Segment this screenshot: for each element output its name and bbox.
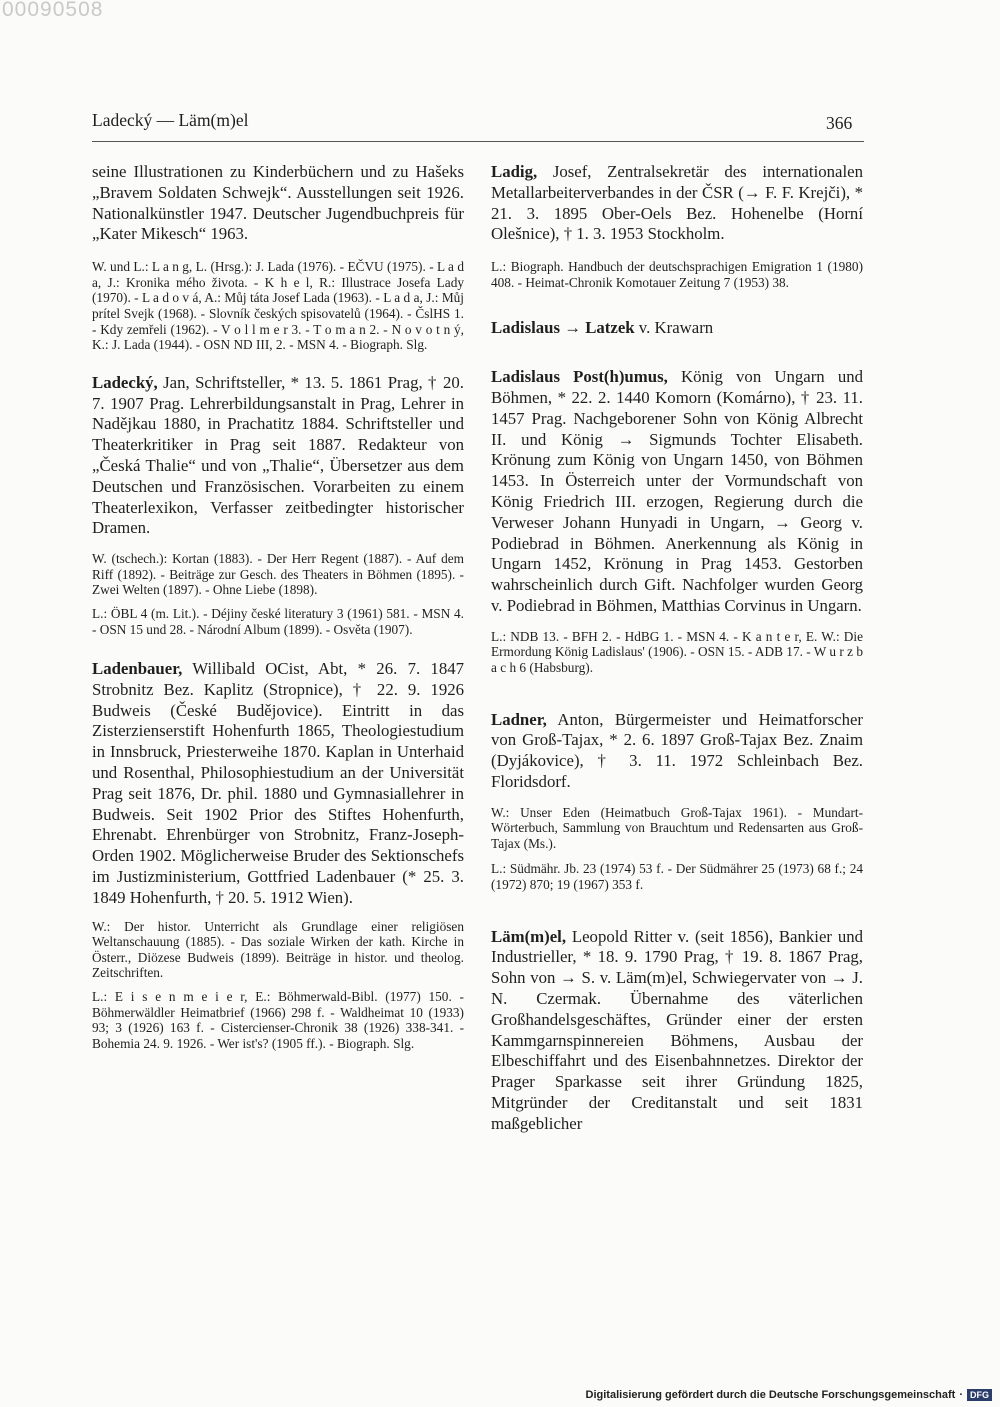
entry-ladecky <box>92 373 464 539</box>
archive-stamp: 00090508 <box>2 0 104 21</box>
digitization-footer <box>586 1389 992 1401</box>
page-number: 366 <box>826 113 853 133</box>
entry-body: Leopold Ritter v. (seit 1856), Bankier und Industrieller, * 18. 9. 1790 Prag, † 19. 8. 1867 Prag, Sohn von → S. v. Läm(m)el, Schwiegervater von → J. N. Czermak. Übernahme des väterlichen Großhandelsgeschäftes, Gründer einer der ersten Kammgarnspinnereien Böhmens, Ausbau der Elbeschiffahrt und des Eisenbahnnetzes. Direktor der Prager Sparkasse seit ihrer Gründung 1825, Mitgründer der Creditanstalt und seit 1831 maßgeblicher <box>491 926 863 1133</box>
entry-body: König von Ungarn und Böhmen, * 22. 2. 1440 Komorn (Komárno), † 23. 11. 1457 Prag. Nachgeborener Sohn von König Albrecht II. und König → Sigmunds Tochter Elisabeth. Krönung zum König von Ungarn 1450, von Böhmen 1453. In Österreich unter der Vormundschaft von König Friedrich III. erzogen, Regierung durch die Verweser Johann Hunyadi in Ungarn, → Georg v. Podiebrad in Böhmen. Anerkennung als König in Ungarn 1452, Krönung in Prag 1453. Gestorben wahrscheinlich durch Gift. Nachfolger wurden Georg v. Podiebrad in Böhmen, Matthias Corvinus in Ungarn. <box>491 367 863 615</box>
paragraph: seine Illustrationen zu Kinderbüchern und zu Hašeks „Bravem Soldaten Schwejk“. Ausstellungen seit 1926. Nationalkünstler 1947. Deutscher Jugendbuchpreis für „Kater Mikesch“ 1963. <box>92 162 464 244</box>
reference-block: L.: NDB 13. - BFH 2. - HdBG 1. - MSN 4. - K a n t e r, E. W.: Die Ermordung König Ladislaus' (1906). - OSN 15. - ADB 17. - W u r z b a c h 6 (Habsburg). <box>491 628 863 675</box>
entry-head: Läm(m)el, <box>491 926 567 946</box>
entry-body: Willibald OCist, Abt, * 26. 7. 1847 Strobnitz Bez. Kaplitz (Stropnice), † 22. 9. 1926 Budweis (České Budějovice). Eintritt in das Zisterzienserstift Hohenfurth 1865, Theologiestudium in Innsbruck, Priesterweihe 1870. Kaplan in Unterhaid und Rosenthal, Philosophiestudium an der Universität Prag seit 1876, Dr. phil. 1880 und Gymnasiallehrer in Budweis. Seit 1902 Prior des Stiftes Hohenfurth, Ehrenabt. Ehrenbürger von Strobnitz, Franz-Joseph-Orden 1902. Möglicherweise Bruder des Sektionschefs im Justizministerium, Gottfried Ladenbauer (* 25. 3. 1849 Hohenfurth, † 20. 5. 1912 Wien). <box>92 659 464 907</box>
reference-block: W.: Unser Eden (Heimatbuch Groß-Tajax 1961). - Mundart-Wörterbuch, Sammlung von Brauchtum und Redensarten aus Groß-Tajax (Ms.). <box>491 804 863 851</box>
entry-head: Ladner, <box>491 709 547 729</box>
entry-head: Ladig, <box>491 162 538 181</box>
entry-head: Ladislaus Post(h)umus, <box>491 367 668 387</box>
entry-ladenbauer <box>92 659 464 909</box>
right-column <box>491 162 863 1135</box>
reference-block: L.: E i s e n m e i e r, E.: Böhmerwald-Bibl. (1977) 150. - Böhmerwäldler Heimatbrief (1966) 298 f. - Waldheimat 10 (1933) 93; 3 (1926) 163 f. - Cistercienser-Chronik 38 (1926) 338-341. - Bohemia 24. 9. 1926. - Wer ist's? (1905 ff.). - Biograph. Slg. <box>92 989 464 1051</box>
reference-block: L.: Südmähr. Jb. 23 (1974) 53 f. - Der Südmährer 25 (1973) 68 f.; 24 (1972) 870; 19 (1967) 353 f. <box>491 861 863 893</box>
entry-body: Jan, Schriftsteller, * 13. 5. 1861 Prag, † 20. 7. 1907 Prag. Lehrerbildungsanstalt in Prag, Lehrer in Nadějkau 1880, in Prachatitz 1884. Schriftsteller und Theaterkritiker in Prag seit 1887. Redakteur von „Česká Thalie“ und von „Thalie“, Übersetzer aus dem Deutschen und Französischen. Vorarbeiten zu einem Theaterlexikon, Verfasser zeitbedingter historischer Dramen. <box>92 372 464 538</box>
entry-body: Josef, Zentralsekretär des internationalen Metallarbeiterverbandes in der ČSR (→ F. F. Krejči), * 21. 3. 1895 Ober-Oels Bez. Hohenelbe (Horní Olešnice), † 1. 3. 1953 Stockholm. <box>491 162 863 244</box>
entry-ladner <box>491 710 863 793</box>
entry-ladislaus-latzek <box>491 318 863 339</box>
entry-head: Ladecký, <box>92 372 158 392</box>
header-rule <box>92 141 864 142</box>
reference-block: W. (tschech.): Kortan (1883). - Der Herr Regent (1887). - Auf dem Riff (1892). - Beiträge zur Gesch. des Theaters in Böhmen (1895). - Zwei Welten (1897). - Ohne Liebe (1898). <box>92 551 464 598</box>
entry-ladislaus-posthumus <box>491 367 863 617</box>
entry-laemmel <box>491 927 863 1135</box>
reference-block: W.: Der histor. Unterricht als Grundlage einer religiösen Weltanschauung (1885). - Das soziale Wirken der kath. Kirche in Österr., Diözese Budweis (1899). Beiträge in histor. und theolog. Zeitschriften. <box>92 918 464 981</box>
entry-head: Ladenbauer, <box>92 659 183 679</box>
footer-text: Digitalisierung gefördert durch die Deutsche Forschungsgemeinschaft <box>585 1389 956 1401</box>
reference-block: L.: Biograph. Handbuch der deutschsprachigen Emigration 1 (1980) 408. - Heimat-Chronik Komotauer Zeitung 7 (1953) 38. <box>491 259 863 290</box>
reference-block: L.: ÖBL 4 (m. Lit.). - Déjiny české literatury 3 (1961) 581. - MSN 4. - OSN 15 und 28. - Národní Album (1899). - Osvěta (1907). <box>92 605 464 637</box>
reference-block: W. und L.: L a n g, L. (Hrsg.): J. Lada (1976). - EČVU (1975). - L a d a, J.: Kronika mého života. - K h e l, R.: Illustrace Josefa Lady (1970). - L a d o v á, A.: Můj táta Josef Lada (1963). - L a d a, J.: Můj prítel Svejk (1968). - Slovník českých spisovatelů (1964). - ČslHS 1. - Kdy zemřeli (1962). - V o l l m e r 3. - T o m a n 2. - N o v o t n ý, K.: J. Lada (1944). - OSN ND III, 2. - MSN 4. - Biograph. Slg. <box>92 259 464 353</box>
running-head: Ladecký — Läm(m)el <box>92 110 249 130</box>
entry-body: v. Krawarn <box>634 318 714 338</box>
left-column <box>92 162 464 1051</box>
entry-ladig <box>491 162 863 245</box>
entry-head: Ladislaus → Latzek <box>491 318 635 338</box>
entry-body: Anton, Bürgermeister und Heimatforscher von Groß-Tajax, * 2. 6. 1897 Groß-Tajax Bez. Znaim (Dyjákovice), † 3. 11. 1972 Schleinbach Bez. Floridsdorf. <box>491 709 863 791</box>
dfg-logo: DFG <box>967 1389 992 1401</box>
footer-dot: · <box>959 1389 963 1401</box>
